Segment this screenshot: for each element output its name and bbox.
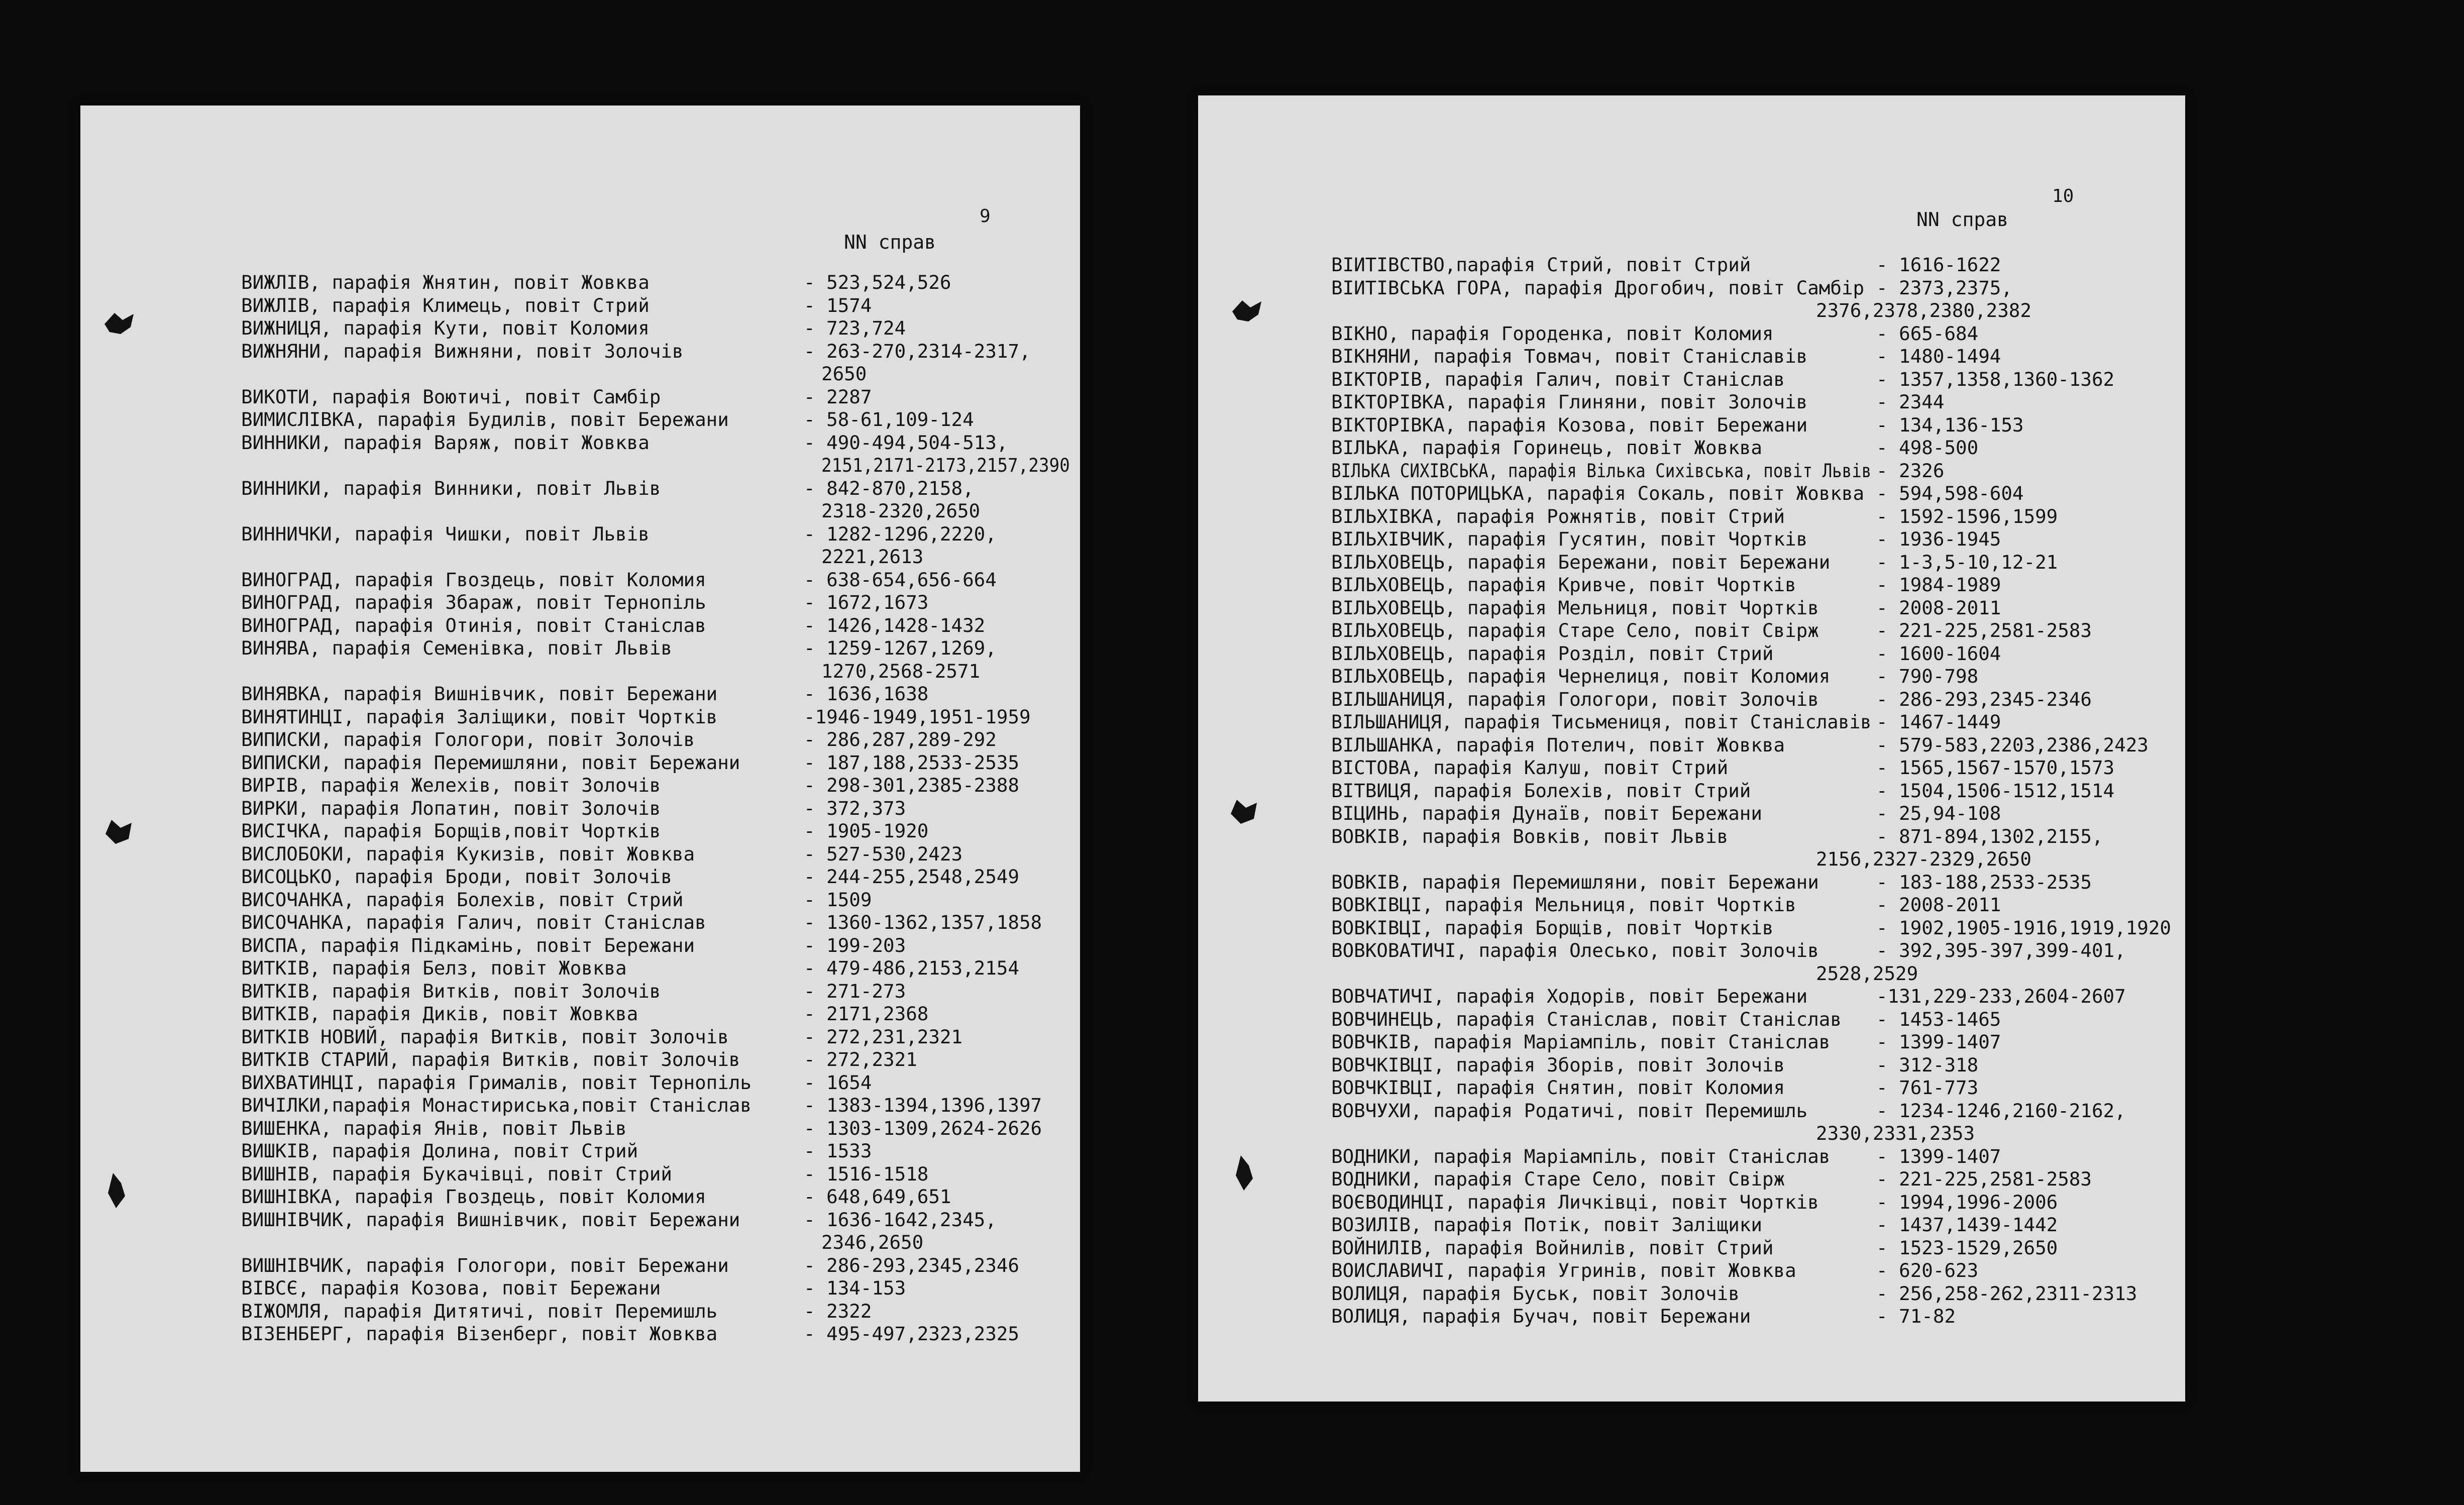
entry-cases: - 723,724	[804, 317, 906, 339]
entry-cases: - 1636,1638	[804, 683, 929, 705]
entry-cases: - 1383-1394,1396,1397	[804, 1094, 1042, 1116]
entry-name: ВИЖНЯНИ, парафія Вижняни, повіт Золочів	[241, 340, 684, 362]
punch-hole	[103, 1168, 133, 1213]
entry-cases: - 286-293,2345,2346	[804, 1254, 1019, 1276]
entry-cases: - 648,649,651	[804, 1186, 951, 1208]
entry-name: ВИТКІВ, парафія Витків, повіт Золочів	[241, 980, 661, 1002]
entry-name: ВОЄВОДИНЦІ, парафія Личківці, повіт Чортків	[1331, 1191, 1819, 1213]
entry-name: ВИРІВ, парафія Желехів, повіт Золочів	[241, 774, 661, 796]
entry-name: ВИЖЛІВ, парафія Климець, повіт Стрий	[241, 294, 650, 316]
entry-cases: - 1426,1428-1432	[804, 614, 986, 636]
entry-cases: -131,229-233,2604-2607	[1876, 985, 2126, 1007]
entry-cases: - 1636-1642,2345,	[804, 1208, 997, 1231]
entry-cases: - 1936-1945	[1876, 528, 2001, 550]
entry-name: ВІЛЬКА СИХІВСЬКА, парафія Вілька Сихівська, повіт Львів	[1331, 459, 1872, 482]
entry-cases: - 298-301,2385-2388	[804, 774, 1019, 796]
entry-cases: - 2373,2375,	[1876, 276, 2012, 299]
entry-name: ВІКТОРІВКА, парафія Глиняни, повіт Золочів	[1331, 391, 1808, 413]
entry-name: ВИТКІВ СТАРИЙ, парафія Витків, повіт Золочів	[241, 1048, 740, 1070]
entry-name: ВИШНІВЧИК, парафія Гологори, повіт Бережани	[241, 1254, 729, 1276]
entry-cases: - 392,395-397,399-401,	[1876, 939, 2126, 961]
entry-cases: - 495-497,2323,2325	[804, 1323, 1019, 1345]
entry-cases: - 871-894,1302,2155,	[1876, 825, 2103, 847]
entry-cases: - 25,94-108	[1876, 802, 2001, 824]
entry-name: ВІЛЬХІВЧИК, парафія Гусятин, повіт Чортків	[1331, 528, 1808, 550]
entry-name: ВИТКІВ НОВИЙ, парафія Витків, повіт Золочів	[241, 1025, 729, 1048]
entry-cases: - 1504,1506-1512,1514	[1876, 779, 2115, 802]
entry-cases: - 71-82	[1876, 1305, 1956, 1327]
entry-name: ВІЛЬХОВЕЦЬ, парафія Чернелиця, повіт Коломия	[1331, 665, 1831, 687]
entry-cases: - 1259-1267,1269,	[804, 637, 997, 659]
entry-cases: - 1994,1996-2006	[1876, 1191, 2058, 1213]
entry-name: ВОИСЛАВИЧІ, парафія Угринів, повіт Жовква	[1331, 1259, 1796, 1281]
entry-cases: - 199-203	[804, 934, 906, 956]
entry-cases: - 1592-1596,1599	[1876, 505, 2058, 527]
entry-name: ВІЛЬКА, парафія Горинець, повіт Жовква	[1331, 437, 1762, 459]
entry-name: ВІЛЬХОВЕЦЬ, парафія Бережани, повіт Бережани	[1331, 551, 1831, 573]
entry-cases-continued: 2650	[821, 363, 867, 385]
entry-name: ВІЛЬШАНКА, парафія Потелич, повіт Жовква	[1331, 733, 1785, 756]
entry-name: ВІЛЬХОВЕЦЬ, парафія Розділ, повіт Стрий	[1331, 642, 1774, 665]
entry-cases: - 183-188,2533-2535	[1876, 871, 2092, 893]
entry-name: ВИННИЧКИ, парафія Чишки, повіт Львів	[241, 522, 650, 545]
entry-cases: - 579-583,2203,2386,2423	[1876, 733, 2149, 756]
entry-cases: - 286,287,289-292	[804, 728, 997, 750]
entry-name: ВОДНИКИ, парафія Старе Село, повіт Свірж	[1331, 1168, 1785, 1190]
entry-cases: - 221-225,2581-2583	[1876, 1168, 2092, 1190]
entry-cases: - 1574	[804, 294, 872, 316]
entry-name: ВИЖНИЦЯ, парафія Кути, повіт Коломия	[241, 317, 650, 339]
entry-cases: - 490-494,504-513,	[804, 431, 1008, 454]
entry-name: ВИПИСКИ, парафія Перемишляни, повіт Бережани	[241, 751, 740, 774]
punch-hole	[100, 309, 141, 339]
entry-name: ВІКТОРІВКА, парафія Козова, повіт Бережани	[1331, 413, 1808, 436]
entry-cases: - 271-273	[804, 980, 906, 1002]
entry-name: ВОЙНИЛІВ, парафія Войнилів, повіт Стрий	[1331, 1236, 1774, 1259]
entry-cases: - 1399-1407	[1876, 1031, 2001, 1053]
entry-name: ВІЛЬХОВЕЦЬ, парафія Кривче, повіт Чортків	[1331, 574, 1796, 596]
entry-cases: - 638-654,656-664	[804, 568, 997, 591]
entry-cases: - 523,524,526	[804, 271, 951, 293]
entry-name: ВОВЧКІВ, парафія Маріампіль, повіт Станіслав	[1331, 1031, 1831, 1053]
entry-cases-continued: 2221,2613	[821, 546, 924, 568]
entry-name: ВИНЯТИНЦІ, парафія Заліщики, повіт Чортків	[241, 705, 718, 728]
entry-name: ВИСПА, парафія Підкамінь, повіт Бережани	[241, 934, 695, 956]
punch-hole	[1231, 1150, 1261, 1196]
entry-name: ВІКТОРІВ, парафія Галич, повіт Станіслав	[1331, 368, 1785, 390]
entry-name: ВОВЧАТИЧІ, парафія Ходорів, повіт Бережани	[1331, 985, 1808, 1007]
entry-cases: - 665-684	[1876, 322, 1979, 345]
entry-name: ВОВЧКІВЦІ, парафія Зборів, повіт Золочів	[1331, 1053, 1785, 1076]
entry-name: ВОВКОВАТИЧІ, парафія Олесько, повіт Золочів	[1331, 939, 1819, 961]
entry-name: ВОВЧИНЕЦЬ, парафія Станіслав, повіт Станіслав	[1331, 1008, 1842, 1030]
entry-name: ВІИТІВСЬКА ГОРА, парафія Дрогобич, повіт Самбір	[1331, 276, 1865, 299]
entry-name: ВОВЧКІВЦІ, парафія Снятин, повіт Коломия	[1331, 1077, 1785, 1099]
entry-cases: - 244-255,2548,2549	[804, 866, 1019, 888]
entry-cases: - 2008-2011	[1876, 894, 2001, 916]
entry-cases: - 1616-1622	[1876, 254, 2001, 276]
entry-name: ВІЗЕНБЕРГ, парафія Візенберг, повіт Жовква	[241, 1323, 718, 1345]
entry-name: ВИШКІВ, парафія Долина, повіт Стрий	[241, 1140, 638, 1162]
entry-cases: - 1565,1567-1570,1573	[1876, 757, 2115, 779]
entry-cases: - 527-530,2423	[804, 842, 963, 865]
entry-name: ВІТВИЦЯ, парафія Болехів, повіт Стрий	[1331, 779, 1751, 802]
punch-hole	[1226, 794, 1271, 829]
entry-cases: - 498-500	[1876, 437, 1979, 459]
entry-name: ВІИТІВСТВО,парафія Стрий, повіт Стрий	[1331, 254, 1751, 276]
entry-name: ВІЛЬШАНИЦЯ, парафія Тисьмениця, повіт Станіславів	[1331, 711, 1872, 733]
entry-cases-continued: 2330,2331,2353	[1816, 1122, 1975, 1144]
entry-cases: - 1453-1465	[1876, 1008, 2001, 1030]
entry-cases-continued: 2346,2650	[821, 1231, 924, 1253]
entry-name: ВИНЯВА, парафія Семенівка, повіт Львів	[241, 637, 672, 659]
entry-cases: - 187,188,2533-2535	[804, 751, 1019, 774]
entry-cases: - 790-798	[1876, 665, 1979, 687]
entry-cases: - 842-870,2158,	[804, 477, 974, 499]
entry-cases: - 1282-1296,2220,	[804, 522, 997, 545]
entry-cases: - 134,136-153	[1876, 413, 2024, 436]
entry-cases-continued: 2528,2529	[1816, 962, 1918, 985]
entry-cases: - 1467-1449	[1876, 711, 2001, 733]
entry-cases: - 256,258-262,2311-2313	[1876, 1282, 2137, 1305]
entry-cases: - 272,2321	[804, 1048, 917, 1070]
entry-name: ВІВСЄ, парафія Козова, повіт Бережани	[241, 1277, 661, 1299]
entry-name: ВОВКІВЦІ, парафія Мельниця, повіт Чортків	[1331, 894, 1796, 916]
entry-name: ВИСІЧКА, парафія Борщів,повіт Чортків	[241, 820, 661, 842]
entry-cases: - 1360-1362,1357,1858	[804, 911, 1042, 933]
entry-cases: - 2326	[1876, 459, 1945, 482]
entry-name: ВИШНІВЧИК, парафія Вишнівчик, повіт Бережани	[241, 1208, 740, 1231]
entry-name: ВИЧІЛКИ,парафія Монастириська,повіт Станіслав	[241, 1094, 752, 1116]
entry-cases: - 1672,1673	[804, 591, 929, 613]
entry-cases: - 1357,1358,1360-1362	[1876, 368, 2115, 390]
entry-name: ВОВКІВЦІ, парафія Борщів, повіт Чортків	[1331, 916, 1774, 939]
entry-cases-continued: 1270,2568-2571	[821, 660, 981, 682]
entry-name: ВОДНИКИ, парафія Маріампіль, повіт Станіслав	[1331, 1145, 1831, 1167]
entry-cases: - 1234-1246,2160-2162,	[1876, 1099, 2126, 1122]
entry-cases: - 1984-1989	[1876, 574, 2001, 596]
entry-cases: - 134-153	[804, 1277, 906, 1299]
entry-cases: - 594,598-604	[1876, 482, 2024, 504]
entry-cases: - 2287	[804, 385, 872, 408]
entry-cases: - 312-318	[1876, 1053, 1979, 1076]
entry-cases: - 1437,1439-1442	[1876, 1214, 2058, 1236]
entry-name: ВОЛИЦЯ, парафія Буськ, повіт Золочів	[1331, 1282, 1740, 1305]
cases-column-header: NN справ	[844, 231, 936, 253]
entry-cases: - 1600-1604	[1876, 642, 2001, 665]
entry-name: ВИСЛОБОКИ, парафія Кукизів, повіт Жовква	[241, 842, 695, 865]
entry-name: ВИРКИ, парафія Лопатин, повіт Золочів	[241, 797, 661, 819]
entry-name: ВІЛЬХОВЕЦЬ, парафія Мельниця, повіт Чортків	[1331, 596, 1819, 619]
entry-name: ВІСТОВА, парафія Калуш, повіт Стрий	[1331, 757, 1729, 779]
entry-cases: - 1902,1905-1916,1919,1920	[1876, 916, 2171, 939]
entry-cases: -1946-1949,1951-1959	[804, 705, 1031, 728]
entry-name: ВИСОЦЬКО, парафія Броди, повіт Золочів	[241, 866, 672, 888]
entry-name: ВІЖОМЛЯ, парафія Дитятичі, повіт Перемишль	[241, 1300, 718, 1322]
entry-cases: - 2008-2011	[1876, 596, 2001, 619]
entry-cases: - 761-773	[1876, 1077, 1979, 1099]
entry-cases: - 1905-1920	[804, 820, 929, 842]
entry-cases: - 58-61,109-124	[804, 408, 974, 431]
entry-cases: - 2322	[804, 1300, 872, 1322]
page-number: 10	[2052, 186, 2074, 206]
entry-name: ВИНОГРАД, парафія Збараж, повіт Тернопіль	[241, 591, 706, 613]
entry-name: ВИЖЛІВ, парафія Жнятин, повіт Жовква	[241, 271, 650, 293]
entry-cases: - 1533	[804, 1140, 872, 1162]
punch-hole	[100, 814, 141, 849]
entry-name: ВІЛЬКА ПОТОРИЦЬКА, парафія Сокаль, повіт Жовква	[1331, 482, 1865, 504]
entry-cases: - 286-293,2345-2346	[1876, 688, 2092, 710]
entry-name: ВІЦИНЬ, парафія Дунаїв, повіт Бережани	[1331, 802, 1762, 824]
entry-name: ВИСОЧАНКА, парафія Галич, повіт Станіслав	[241, 911, 706, 933]
entry-cases: - 272,231,2321	[804, 1025, 963, 1048]
right-page	[1198, 95, 2185, 1402]
entry-name: ВИТКІВ, парафія Белз, повіт Жовква	[241, 957, 627, 979]
entry-cases: - 263-270,2314-2317,	[804, 340, 1031, 362]
entry-name: ВИПИСКИ, парафія Гологори, повіт Золочів	[241, 728, 695, 750]
entry-name: ВІЛЬХОВЕЦЬ, парафія Старе Село, повіт Свірж	[1331, 619, 1819, 641]
entry-cases: - 1-3,5-10,12-21	[1876, 551, 2058, 573]
entry-name: ВИНЯВКА, парафія Вишнівчик, повіт Бережани	[241, 683, 718, 705]
entry-cases-continued: 2318-2320,2650	[821, 500, 981, 522]
entry-cases: - 221-225,2581-2583	[1876, 619, 2092, 641]
entry-cases: - 1303-1309,2624-2626	[804, 1117, 1042, 1139]
punch-hole	[1228, 296, 1268, 327]
entry-name: ВИНОГРАД, парафія Отинія, повіт Станіслав	[241, 614, 706, 636]
left-page	[80, 105, 1080, 1472]
entry-cases: - 1399-1407	[1876, 1145, 2001, 1167]
entry-name: ВИСОЧАНКА, парафія Болехів, повіт Стрий	[241, 888, 684, 911]
entry-name: ВИНОГРАД, парафія Гвоздець, повіт Коломия	[241, 568, 706, 591]
entry-name: ВИКОТИ, парафія Воютичі, повіт Самбір	[241, 385, 661, 408]
entry-name: ВИШЕНКА, парафія Янів, повіт Львів	[241, 1117, 627, 1139]
cases-column-header: NN справ	[1916, 208, 2009, 231]
entry-name: ВОЗИЛІВ, парафія Потік, повіт Заліщики	[1331, 1214, 1762, 1236]
entry-name: ВОВЧУХИ, парафія Родатичі, повіт Перемишль	[1331, 1099, 1808, 1122]
entry-name: ВИМИСЛІВКА, парафія Будилів, повіт Бережани	[241, 408, 729, 431]
entry-cases: - 1654	[804, 1071, 872, 1094]
entry-name: ВИШНІВ, парафія Букачівці, повіт Стрий	[241, 1162, 672, 1185]
entry-name: ВІЛЬХІВКА, парафія Рожнятів, повіт Стрий	[1331, 505, 1785, 527]
entry-cases: - 620-623	[1876, 1259, 1979, 1281]
entry-name: ВОВКІВ, парафія Вовків, повіт Львів	[1331, 825, 1729, 847]
entry-name: ВІЛЬШАНИЦЯ, парафія Гологори, повіт Золочів	[1331, 688, 1819, 710]
entry-name: ВОВКІВ, парафія Перемишляни, повіт Бережани	[1331, 871, 1819, 893]
entry-name: ВОЛИЦЯ, парафія Бучач, повіт Бережани	[1331, 1305, 1751, 1327]
entry-cases-continued: 2151,2171-2173,2157,2390	[821, 454, 1070, 476]
entry-name: ВИННИКИ, парафія Винники, повіт Львів	[241, 477, 661, 499]
page-number: 9	[980, 206, 991, 227]
entry-cases: - 1480-1494	[1876, 345, 2001, 367]
entry-name: ВІКНО, парафія Городенка, повіт Коломия	[1331, 322, 1774, 345]
entry-cases-continued: 2376,2378,2380,2382	[1816, 299, 2031, 321]
entry-name: ВИННИКИ, парафія Варяж, повіт Жовква	[241, 431, 650, 454]
entry-cases: - 372,373	[804, 797, 906, 819]
entry-cases: - 2171,2368	[804, 1003, 929, 1025]
entry-name: ВИТКІВ, парафія Диків, повіт Жовква	[241, 1003, 638, 1025]
entry-cases-continued: 2156,2327-2329,2650	[1816, 848, 2031, 870]
entry-name: ВИШНІВКА, парафія Гвоздець, повіт Коломия	[241, 1186, 706, 1208]
entry-cases: - 1516-1518	[804, 1162, 929, 1185]
entry-cases: - 2344	[1876, 391, 1945, 413]
entry-cases: - 1523-1529,2650	[1876, 1236, 2058, 1259]
entry-cases: - 479-486,2153,2154	[804, 957, 1019, 979]
entry-name: ВИХВАТИНЦІ, парафія Грималів, повіт Тернопіль	[241, 1071, 752, 1094]
entry-name: ВІКНЯНИ, парафія Товмач, повіт Станіславів	[1331, 345, 1808, 367]
entry-cases: - 1509	[804, 888, 872, 911]
